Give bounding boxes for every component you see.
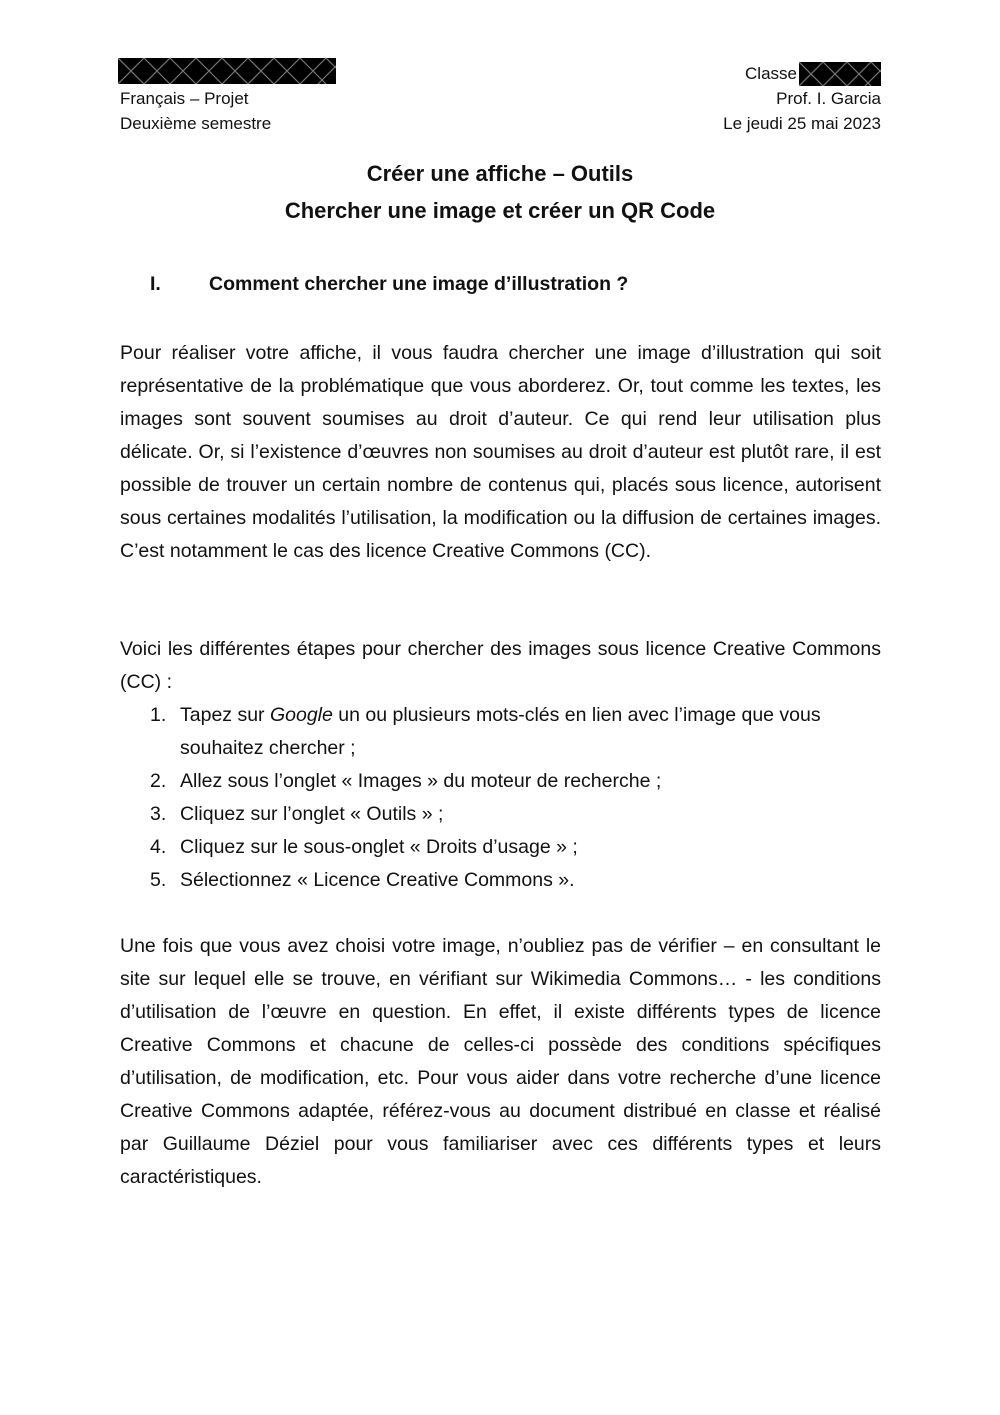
section-title: Comment chercher une image d’illustration ? [209,273,629,295]
step-number: 5. [150,869,167,891]
list-item [120,765,881,798]
conclusion-paragraph: Une fois que vous avez choisi votre image, n’oubliez pas de vérifier – en consultant le site sur lequel elle se trouve, en vérifiant sur Wikimedia Commons… - les conditions d’utilisation de l’œuvre en question. En effet, il existe différents types de licence Creative Commons et chacune de celles-ci possède des conditions spécifiques d’utilisation, de modification, etc. Pour vous aider dans votre recherche d’une licence Creative Commons adaptée, référez-vous au document distribué en classe et réalisé par Guillaume Déziel pour vous familiariser avec ces différents types et leurs caractéristiques. [120,935,881,1188]
list-item [120,798,881,831]
header-left [120,86,271,136]
step-number: 2. [150,770,167,792]
page-title: Créer une affiche – Outils [366,161,634,186]
list-item [120,831,881,864]
section-number: I. [150,273,161,295]
redacted-class-block [799,62,881,86]
page-subtitle: Chercher une image et créer un QR Code [284,198,716,223]
steps-list [120,699,881,897]
teacher-name: Prof. I. Garcia [776,89,881,108]
semester-label: Deuxième semestre [120,114,272,133]
course-label: Français – Projet [120,89,249,108]
step-text: Cliquez sur le sous-onglet « Droits d’usage » ; [180,836,578,858]
redacted-name-block [118,58,336,84]
step-text: Sélectionnez « Licence Creative Commons ». [180,869,575,891]
step-text: Allez sous l’onglet « Images » du moteur de recherche ; [180,770,662,792]
section-heading [150,273,628,296]
intro-paragraph: Pour réaliser votre affiche, il vous faudra chercher une image d’illustration qui soit représentative de la problématique que vous aborderez. Or, tout comme les textes, les images sont souvent soumises au droit d’auteur. Ce qui rend leur utilisation plus délicate. Or, si l’existence d’œuvres non soumises au droit d’auteur est plutôt rare, il est possible de trouver un certain nombre de contenus qui, placés sous licence, autorisent sous certaines modalités l’utilisation, la modification ou la diffusion de certaines images. C’est notamment le cas des licence Creative Commons (CC). [120,342,881,562]
step-text: Cliquez sur l’onglet « Outils » ; [180,803,444,825]
list-item [120,699,881,765]
list-item [120,864,881,897]
step-number: 4. [150,836,167,858]
document-date: Le jeudi 25 mai 2023 [723,114,881,133]
step-number: 3. [150,803,167,825]
classe-row [723,61,881,86]
header-right [723,61,881,136]
classe-label: Classe [745,64,797,83]
steps-intro-paragraph: Voici les différentes étapes pour chercher des images sous licence Creative Commons (CC) : [120,638,881,693]
step-number: 1. [150,704,167,726]
step-text: Tapez sur Google un ou plusieurs mots-clés en lien avec l’image que vous souhaitez chercher ; [180,704,821,759]
